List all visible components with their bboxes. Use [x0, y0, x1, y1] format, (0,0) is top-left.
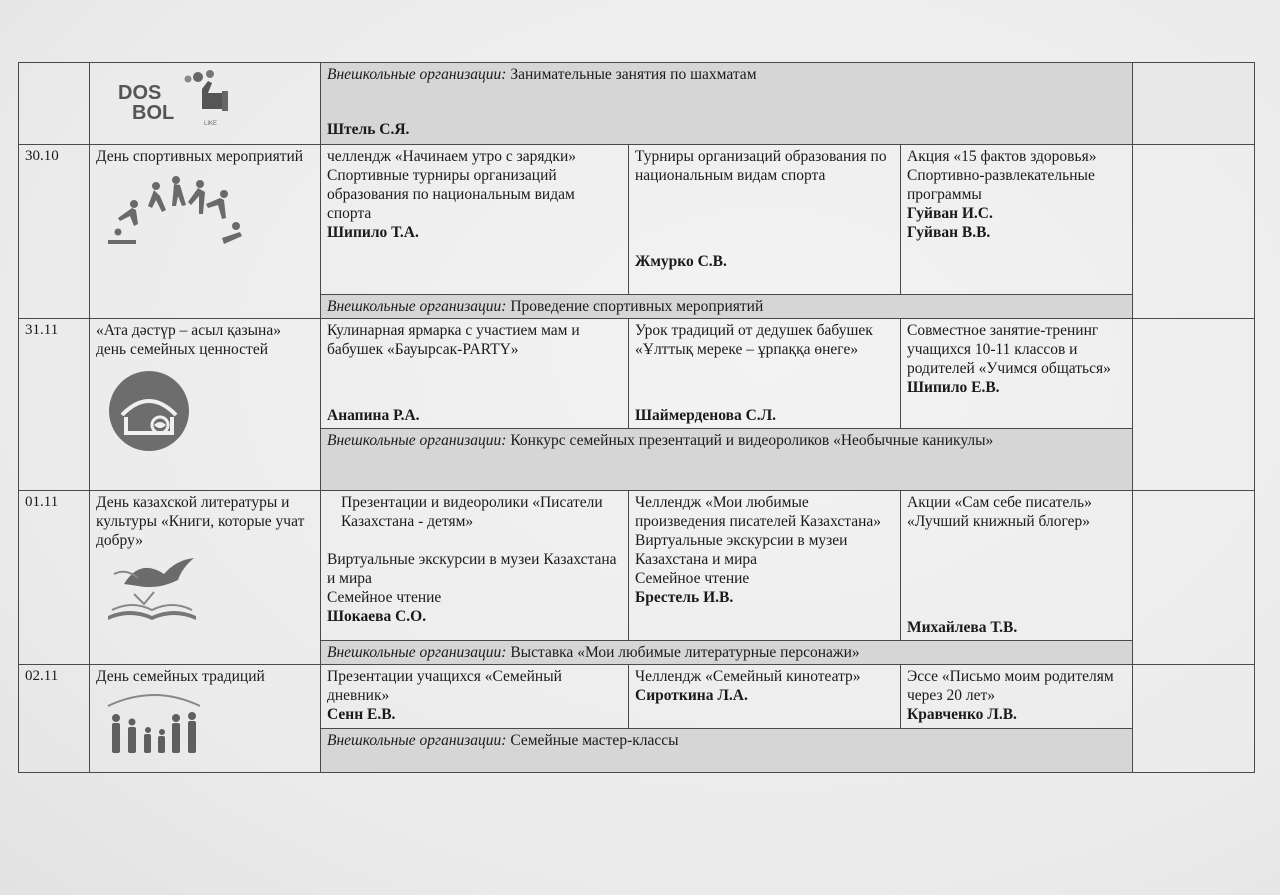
date-cell: 01.11	[19, 491, 90, 665]
ext-text: Занимательные занятия по шахматам	[510, 66, 757, 83]
responsible-person: Шипило Е.В.	[907, 379, 1000, 396]
sports-icon-wrap	[96, 174, 314, 254]
ext-org-cell	[321, 729, 1133, 773]
notes-cell	[1133, 665, 1255, 773]
event-text: Семейное чтение	[327, 589, 442, 606]
ext-label: Внешкольные организации:	[327, 644, 507, 661]
responsible-person: Гуйван И.С.	[907, 205, 993, 222]
event-cell-2	[629, 665, 901, 729]
event-text: Турниры организаций образования по национальным видам спорта	[635, 148, 887, 184]
event-text: Семейное чтение	[635, 570, 750, 587]
ext-label: Внешкольные организации:	[327, 732, 507, 749]
event-text: Челлендж «Мои любимые произведения писателей Казахстана»	[635, 494, 882, 530]
responsible-person: Шаймерденова С.Л.	[635, 407, 777, 424]
svg-text:DOS: DOS	[118, 82, 162, 104]
event-text: Виртуальные экскурсии в музеи Казахстана и мира	[327, 551, 617, 587]
event-text: Эссе «Письмо моим родителям через 20 лет»	[907, 668, 1114, 704]
responsible-person: Жмурко С.В.	[635, 253, 727, 270]
event-text: Спортивно-развлекательные программы	[907, 167, 1095, 203]
responsible-person: Сенн Е.В.	[327, 706, 396, 723]
yurt-icon-wrap	[96, 369, 314, 453]
day-cell	[90, 491, 321, 665]
ext-label: Внешкольные организации:	[327, 66, 507, 83]
svg-text:BOL: BOL	[132, 102, 175, 124]
event-text: Челлендж «Семейный кинотеатр»	[635, 668, 861, 685]
ext-text: Проведение спортивных мероприятий	[510, 298, 764, 315]
event-text: Презентации учащихся «Семейный дневник»	[327, 668, 562, 704]
event-text: Акция «15 фактов здоровья»	[907, 148, 1097, 165]
event-cell-1	[321, 319, 629, 429]
dosbol-logo-icon	[110, 65, 250, 133]
ext-text: Выставка «Мои любимые литературные персонажи»	[510, 644, 860, 661]
day-cell	[90, 665, 321, 773]
row-family-traditions	[19, 665, 1255, 729]
event-cell-3	[901, 145, 1133, 295]
ext-org-cell	[321, 429, 1133, 491]
responsible-person: Шокаева С.О.	[327, 608, 427, 625]
day-title: «Ата дәстүр – асыл қазына» день семейных ценностей	[96, 322, 281, 358]
schedule-table	[18, 62, 1255, 773]
responsible-person: Брестель И.В.	[635, 589, 734, 606]
responsible-person: Кравченко Л.В.	[907, 706, 1017, 723]
event-cell-3	[901, 491, 1133, 641]
event-cell-2	[629, 491, 901, 641]
book-bird-icon	[104, 554, 200, 624]
ext-org-cell	[321, 63, 1133, 145]
event-cell-1	[321, 491, 629, 641]
ext-label: Внешкольные организации:	[327, 298, 507, 315]
date-cell: 31.11	[19, 319, 90, 491]
ext-text: Семейные мастер-классы	[510, 732, 679, 749]
event-cell-2	[629, 319, 901, 429]
event-text: Презентации и видеоролики «Писатели Казахстана - детям»	[341, 494, 603, 530]
ext-person: Штель С.Я.	[327, 121, 410, 138]
day-title: День семейных традиций	[96, 668, 265, 685]
event-text: Акции «Сам себе писатель»	[907, 494, 1092, 511]
notes-cell	[1133, 491, 1255, 665]
responsible-person: Шипило Т.А.	[327, 224, 419, 241]
dosbol-logo	[110, 65, 250, 133]
event-text: Виртуальные экскурсии в музеи Казахстана и мира	[635, 532, 848, 568]
event-cell-1	[321, 665, 629, 729]
responsible-person: Анапина Р.А.	[327, 407, 420, 424]
family-icon	[104, 688, 204, 758]
row-family-values	[19, 319, 1255, 429]
book-icon-wrap	[96, 554, 314, 624]
ext-label: Внешкольные организации:	[327, 432, 507, 449]
day-title: День спортивных мероприятий	[96, 148, 304, 165]
day-title: День казахской литературы и культуры «Книги, которые учат добру»	[96, 494, 305, 549]
event-text: челлендж «Начинаем утро с зарядки»	[327, 148, 577, 165]
date-cell: 02.11	[19, 665, 90, 773]
row-chess	[19, 63, 1255, 145]
event-text: Спортивные турниры организаций образования по национальным видам спорта	[327, 167, 575, 222]
date-cell: 30.10	[19, 145, 90, 319]
ext-org-cell	[321, 295, 1133, 319]
responsible-person: Сироткина Л.А.	[635, 687, 748, 704]
day-cell	[90, 145, 321, 319]
responsible-person: Михайлева Т.В.	[907, 619, 1018, 636]
event-cell-3	[901, 319, 1133, 429]
family-icon-wrap	[96, 688, 314, 758]
event-cell-2	[629, 145, 901, 295]
notes-cell	[1133, 63, 1255, 145]
responsible-person: Гуйван В.В.	[907, 224, 991, 241]
event-cell-1	[321, 145, 629, 295]
notes-cell	[1133, 319, 1255, 491]
ext-org-cell	[321, 641, 1133, 665]
day-cell	[90, 319, 321, 491]
logo-cell	[90, 63, 321, 145]
date-cell	[19, 63, 90, 145]
yurt-icon	[104, 369, 194, 453]
svg-text:LIKE: LIKE	[204, 121, 218, 127]
event-text: Кулинарная ярмарка с участием мам и бабушек «Бауырсак-PARTY»	[327, 322, 580, 358]
row-literature	[19, 491, 1255, 641]
event-text: Совместное занятие-тренинг учащихся 10-11 классов и родителей «Учимся общаться»	[907, 322, 1111, 377]
sports-figures-icon	[104, 174, 254, 254]
notes-cell	[1133, 145, 1255, 319]
row-sports-day	[19, 145, 1255, 295]
ext-text: Конкурс семейных презентаций и видеороликов «Необычные каникулы»	[510, 432, 994, 449]
event-cell-3	[901, 665, 1133, 729]
event-text: «Лучший книжный блогер»	[907, 513, 1091, 530]
event-text: Урок традиций от дедушек бабушек «Ұлттық мереке – ұрпаққа өнеге»	[635, 322, 873, 358]
